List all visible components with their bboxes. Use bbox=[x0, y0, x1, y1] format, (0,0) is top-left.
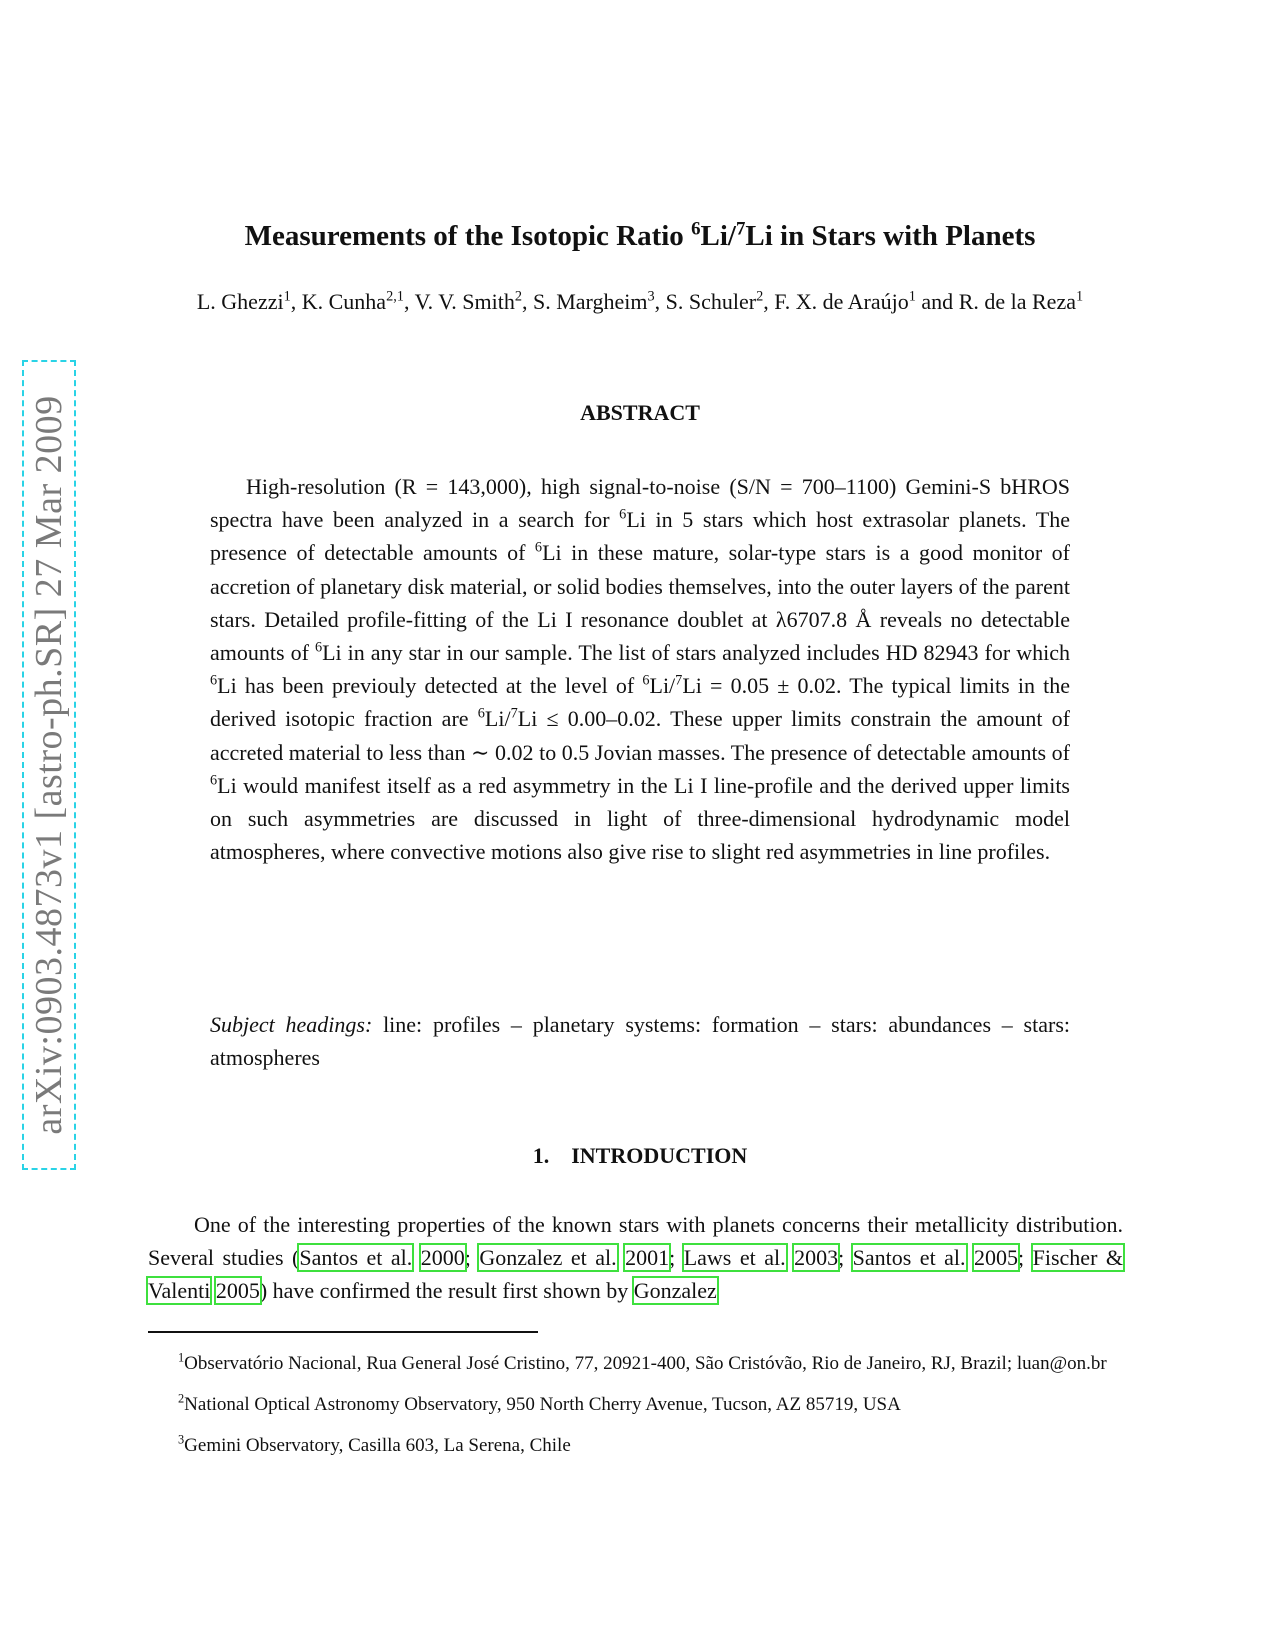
footnotes bbox=[148, 1350, 1123, 1473]
author-separator: and bbox=[915, 289, 959, 314]
isotope-sup: 6 bbox=[534, 540, 543, 557]
citation-year-link[interactable]: 2003 bbox=[794, 1245, 839, 1270]
author-separator: , bbox=[654, 289, 666, 314]
abstract-text: line-profile and the derived upper limits on such asymmetries are discussed in light of three-dimensional hydrodynamic model atmospheres, where convective motions also give rise to slight red asymmetries in line profiles. bbox=[210, 772, 1070, 865]
abstract-heading: ABSTRACT bbox=[580, 400, 700, 425]
ionization-stage: I bbox=[700, 772, 708, 798]
citation-separator: ; bbox=[1018, 1245, 1033, 1270]
title-isotope-7: 7 bbox=[735, 218, 746, 240]
section-heading-introduction: 1. INTRODUCTION bbox=[532, 1143, 748, 1168]
citation-year-link[interactable]: 2000 bbox=[420, 1245, 465, 1270]
intro-text: ) have confirmed the result first shown by bbox=[259, 1278, 634, 1303]
author-affiliation: 2 bbox=[514, 288, 522, 305]
footnote-mark: 3 bbox=[178, 1432, 185, 1447]
abstract-body bbox=[210, 470, 1070, 868]
abstract-text: Li = 0.05 ± 0.02. The typical limits in the derived isotopic fraction are bbox=[210, 673, 1070, 732]
author-affiliation: 1 bbox=[908, 288, 916, 305]
footnote-mark: 1 bbox=[178, 1350, 185, 1365]
abstract-text: Li/ bbox=[484, 706, 511, 732]
intro-text: One of the interesting properties of the known stars with planets concerns their metallicity distribution. Several studies ( bbox=[148, 1212, 1123, 1270]
abstract-text: Li would manifest itself as a red asymmetry in the Li bbox=[217, 772, 701, 798]
footnote-text: Observatório Nacional, Rua General José Cristino, 77, 20921-400, São Cristóvão, Rio de Janeiro, RJ, Brazil; luan@on.br bbox=[184, 1353, 1107, 1374]
subject-headings bbox=[210, 1008, 1070, 1074]
abstract-text: Li in 5 stars which host extrasolar planets. The presence of detectable amounts of bbox=[210, 507, 1071, 566]
title-suffix: Li in Stars with Planets bbox=[745, 220, 1036, 252]
introduction-paragraph bbox=[148, 1208, 1123, 1307]
ionization-stage: I bbox=[565, 606, 573, 632]
author-name: V. V. Smith bbox=[414, 289, 515, 314]
citation-link[interactable]: Laws et al. bbox=[683, 1245, 786, 1270]
author-list bbox=[140, 285, 1140, 319]
footnote-divider bbox=[148, 1331, 538, 1333]
isotope-sup: 6 bbox=[210, 672, 218, 689]
abstract-text: Li/ bbox=[649, 673, 676, 699]
author-name: R. de la Reza bbox=[958, 289, 1076, 314]
footnote bbox=[148, 1432, 1123, 1459]
subject-headings-label: Subject headings: bbox=[210, 1012, 373, 1037]
citation-link[interactable]: Gonzalez bbox=[633, 1278, 717, 1303]
author-affiliation: 1 bbox=[1075, 288, 1084, 305]
arxiv-identifier-text: arXiv:0903.4873v1 [astro-ph.SR] 27 Mar 2009 bbox=[28, 395, 70, 1135]
isotope-sup: 7 bbox=[510, 706, 518, 723]
title-isotope-6: 6 bbox=[691, 218, 701, 240]
author-name: F. X. de Araújo bbox=[774, 289, 909, 314]
title-prefix: Measurements of the Isotopic Ratio bbox=[244, 220, 692, 252]
author-separator: , bbox=[522, 289, 533, 314]
author-affiliation: 2,1 bbox=[386, 288, 404, 305]
isotope-sup: 6 bbox=[477, 706, 485, 723]
citation-link[interactable]: Fischer & Valenti bbox=[148, 1245, 1123, 1303]
citation-separator: ; bbox=[464, 1245, 480, 1270]
citation-separator: ; bbox=[669, 1245, 684, 1270]
isotope-sup: 6 bbox=[619, 506, 627, 523]
author-affiliation: 2 bbox=[756, 288, 764, 305]
citation-year-link[interactable]: 2001 bbox=[625, 1245, 670, 1270]
abstract-text: Li in these mature, solar-type stars is a good monitor of accretion of planetary disk material, or solid bodies themselves, into the outer layers of the parent stars. Detailed profile-fitting of the Li bbox=[210, 540, 1071, 632]
abstract-text: resonance doublet at λ6707.8 Å reveals no detectable amounts of bbox=[210, 606, 1070, 666]
abstract-text: Li has been previouly detected at the level of bbox=[217, 673, 643, 699]
abstract-text: Li ≤ 0.00–0.02. These upper limits constrain the amount of accreted material to less than ∼ 0.02 to 0.5 Jovian masses. The presence of detectable amounts of bbox=[210, 706, 1070, 765]
author-separator: , bbox=[403, 289, 415, 314]
author-separator: , bbox=[763, 289, 775, 314]
arxiv-identifier-stamp[interactable] bbox=[22, 360, 76, 1170]
author-name: S. Margheim bbox=[533, 289, 648, 314]
footnote bbox=[148, 1391, 1123, 1418]
citation-link[interactable]: Gonzalez et al. bbox=[479, 1245, 617, 1270]
title-li: Li/ bbox=[700, 220, 736, 252]
footnote-text: Gemini Observatory, Casilla 603, La Serena, Chile bbox=[184, 1435, 571, 1456]
paper-title bbox=[140, 220, 1140, 253]
isotope-sup: 6 bbox=[210, 772, 218, 789]
citation-year-link[interactable]: 2005 bbox=[215, 1278, 260, 1303]
isotope-sup: 6 bbox=[314, 639, 323, 656]
citation-year-link[interactable]: 2005 bbox=[974, 1245, 1019, 1270]
author-name: S. Schuler bbox=[665, 289, 757, 314]
citation-link[interactable]: Santos et al. bbox=[299, 1245, 413, 1270]
author-name: L. Ghezzi bbox=[196, 289, 284, 314]
footnote-mark: 2 bbox=[178, 1391, 185, 1406]
subject-headings-text: line: profiles – planetary systems: formation – stars: abundances – stars: atmospheres bbox=[210, 1012, 1070, 1070]
author-affiliation: 3 bbox=[647, 288, 655, 305]
author-separator: , bbox=[290, 289, 302, 314]
isotope-sup: 7 bbox=[675, 672, 683, 689]
footnote-text: National Optical Astronomy Observatory, 950 North Cherry Avenue, Tucson, AZ 85719, USA bbox=[184, 1394, 901, 1415]
abstract-text: Li in any star in our sample. The list of stars analyzed includes HD 82943 for which bbox=[322, 640, 1070, 666]
footnote bbox=[148, 1350, 1123, 1377]
author-affiliation: 1 bbox=[283, 288, 291, 305]
citation-separator: ; bbox=[838, 1245, 853, 1270]
isotope-sup: 6 bbox=[642, 672, 650, 689]
citation-link[interactable]: Santos et al. bbox=[852, 1245, 966, 1270]
author-name: K. Cunha bbox=[301, 289, 387, 314]
abstract-text: High-resolution (R = 143,000), high signal-to-noise (S/N = 700–1100) Gemini-S bHROS spectra have been analyzed in a search for bbox=[210, 474, 1070, 533]
